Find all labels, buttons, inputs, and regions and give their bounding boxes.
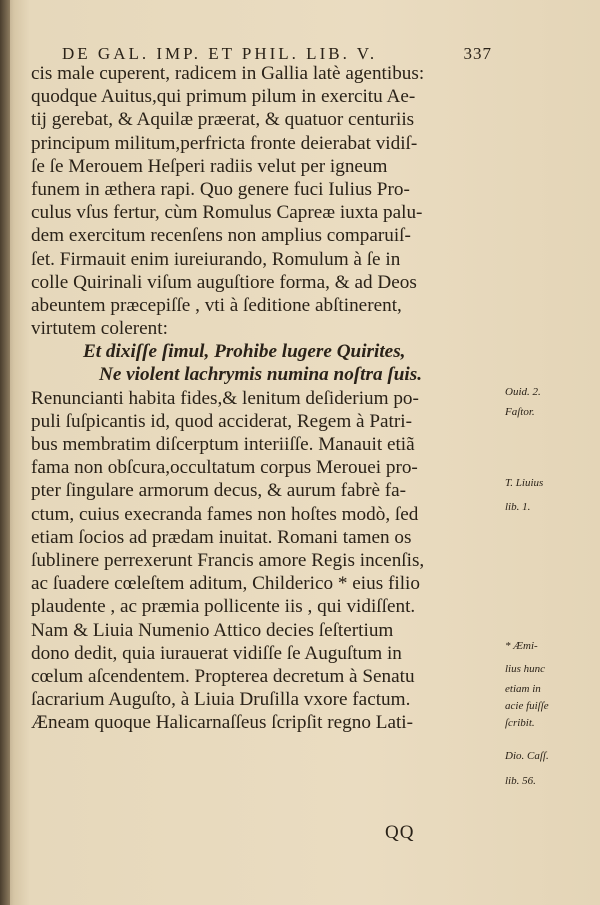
margin-note: lius hunc [505, 663, 546, 675]
body-text [31, 62, 501, 734]
margin-note: acie fuiſſe [505, 700, 549, 712]
margin-note: Ouid. 2. [505, 386, 541, 398]
text-line: fama non obſcura,occultatum corpus Merouei pro- [31, 457, 418, 479]
text-line: colle Quirinali viſum auguſtiore forma, & ad Deos [31, 271, 417, 293]
text-line: ctum, cuius execranda fames non hoſtes modò, ſed [31, 503, 419, 525]
text-line: quodque Auitus,qui primum pilum in exercitu Ae- [31, 86, 416, 108]
text-line: pter ſingulare armorum decus, & aurum fabrè fa- [31, 480, 407, 502]
text-line: ſet. Firmauit enim iureiurando, Romulum à ſe in [31, 248, 401, 270]
margin-note: * Æmi- [505, 640, 538, 652]
margin-note: Faſtor. [505, 406, 535, 418]
text-line: ſublinere perrexerunt Francis amore Regis incenſis, [31, 549, 425, 571]
margin-note: T. Liuius [505, 477, 544, 489]
verse-line: Et dixiſſe ſimul, Prohibe lugere Quirites, [83, 341, 406, 363]
text-line: dono dedit, quia iurauerat vidiſſe ſe Auguſtum in [31, 642, 402, 664]
text-line: funem in æthera rapi. Quo genere fuci Iulius Pro- [31, 178, 410, 200]
book-spine-shadow [0, 0, 10, 905]
text-line: tij gerebat, & Aquilæ præerat, & quatuor centuriis [31, 109, 415, 131]
margin-note: etiam in [505, 683, 541, 695]
text-line: principum militum,perfricta fronte deierabat vidiſ- [31, 132, 418, 154]
text-line: ſe ſe Merouem Heſperi radiis velut per igneum [31, 155, 388, 177]
catchword: QQ [385, 822, 415, 843]
margin-note: ſcribit. [505, 717, 535, 729]
text-line: cœlum aſcendentem. Propterea decretum à Senatu [31, 665, 415, 687]
text-line: culus vſus fertur, cùm Romulus Capreæ iuxta palu- [31, 202, 423, 224]
text-line: abeuntem præcepiſſe , vti à ſeditione abſtinerent, [31, 294, 402, 316]
text-line: cis male cuperent, radicem in Gallia latè agentibus: [31, 63, 425, 84]
margin-note: lib. 1. [505, 501, 531, 513]
running-title: DE GAL. IMP. ET PHIL. LIB. V. [62, 44, 378, 63]
text-line: ac ſuadere cœleſtem aditum, Childerico * eius filio [31, 573, 420, 595]
text-line: plaudente , ac præmia pollicente iis , qui vidiſſent. [31, 596, 416, 618]
text-line: ſacrarium Auguſto, à Liuia Druſilla vxore factum. [31, 689, 411, 711]
margin-note: Dio. Caſſ. [505, 750, 549, 762]
verse-line: Ne violent lachrymis numina noſtra ſuis. [99, 364, 423, 386]
text-line: Æneam quoque Halicarnaſſeus ſcripſit regno Lati- [31, 712, 414, 734]
text-line: Nam & Liuia Numenio Attico decies ſeſtertium [31, 619, 394, 641]
text-line: bus membratim diſcerptum interiiſſe. Manauit etiã [31, 434, 415, 455]
text-line: dem exercitum recenſens non amplius comparuiſ- [31, 225, 411, 247]
margin-note: lib. 56. [505, 775, 536, 787]
text-line: virtutem colerent: [31, 318, 168, 340]
text-line: puli ſuſpicantis id, quod acciderat, Regem à Patri- [31, 410, 412, 432]
page-number: 337 [463, 44, 492, 63]
text-line: Renuncianti habita fides,& lenitum deſiderium po- [31, 387, 419, 409]
text-line: etiam ſocios ad prædam inuitat. Romani tamen os [31, 526, 412, 548]
